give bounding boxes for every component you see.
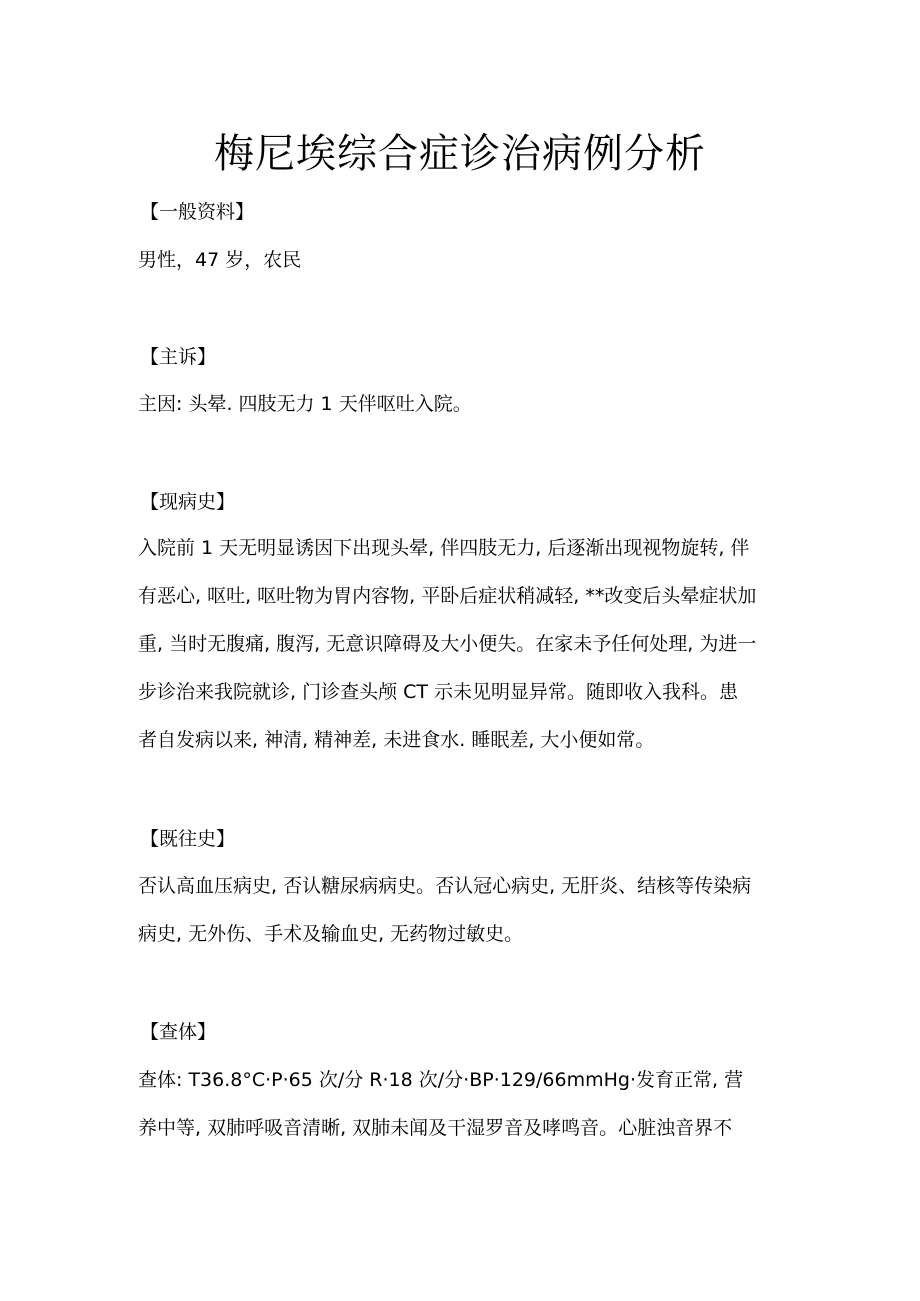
text-line: 查体: T36.8°C·P·65 次/分 R·18 次/分·BP·129/66mmHg·发育正常, 营 xyxy=(138,1069,744,1091)
text-line: 男性，47 岁，农民 xyxy=(138,249,302,271)
text-line: 重, 当时无腹痛, 腹泻, 无意识障碍及大小便失。在家未予任何处理, 为进一 xyxy=(138,633,757,655)
text-line: 病史, 无外伤、手术及输血史, 无药物过敏史。 xyxy=(138,923,524,945)
section-heading-past-history: 【既往史】 xyxy=(140,828,236,850)
section-heading-chief-complaint: 【主诉】 xyxy=(140,346,217,368)
text-line: 者自发病以来, 神清, 精神差, 未进食水. 睡眠差, 大小便如常。 xyxy=(138,729,655,751)
section-body-chief-complaint xyxy=(138,380,783,428)
section-heading-general-info: 【一般资料】 xyxy=(140,201,255,223)
text-line: 否认高血压病史, 否认糖尿病病史。否认冠心病史, 无肝炎、结核等传染病 xyxy=(138,875,752,897)
section-heading-physical-exam: 【查体】 xyxy=(140,1021,217,1043)
document-title: 梅尼埃综合症诊治病例分析 xyxy=(214,131,706,177)
section-heading-present-illness: 【现病史】 xyxy=(140,491,236,513)
text-line: 步诊治来我院就诊, 门诊查头颅 CT 示未见明显异常。随即收入我科。患 xyxy=(138,681,739,703)
text-line: 有恶心, 呕吐, 呕吐物为胃内容物, 平卧后症状稍减轻, **改变后头晕症状加 xyxy=(138,585,757,607)
section-body-past-history xyxy=(138,862,783,958)
text-line: 入院前 1 天无明显诱因下出现头晕, 伴四肢无力, 后逐渐出现视物旋转, 伴 xyxy=(138,537,750,559)
section-body-general-info xyxy=(138,236,783,284)
text-line: 主因: 头晕. 四肢无力 1 天伴呕吐入院。 xyxy=(138,393,472,415)
section-body-present-illness xyxy=(138,524,783,764)
section-body-physical-exam xyxy=(138,1056,783,1152)
text-line: 养中等, 双肺呼吸音清晰, 双肺未闻及干湿罗音及哮鸣音。心脏浊音界不 xyxy=(138,1117,733,1139)
